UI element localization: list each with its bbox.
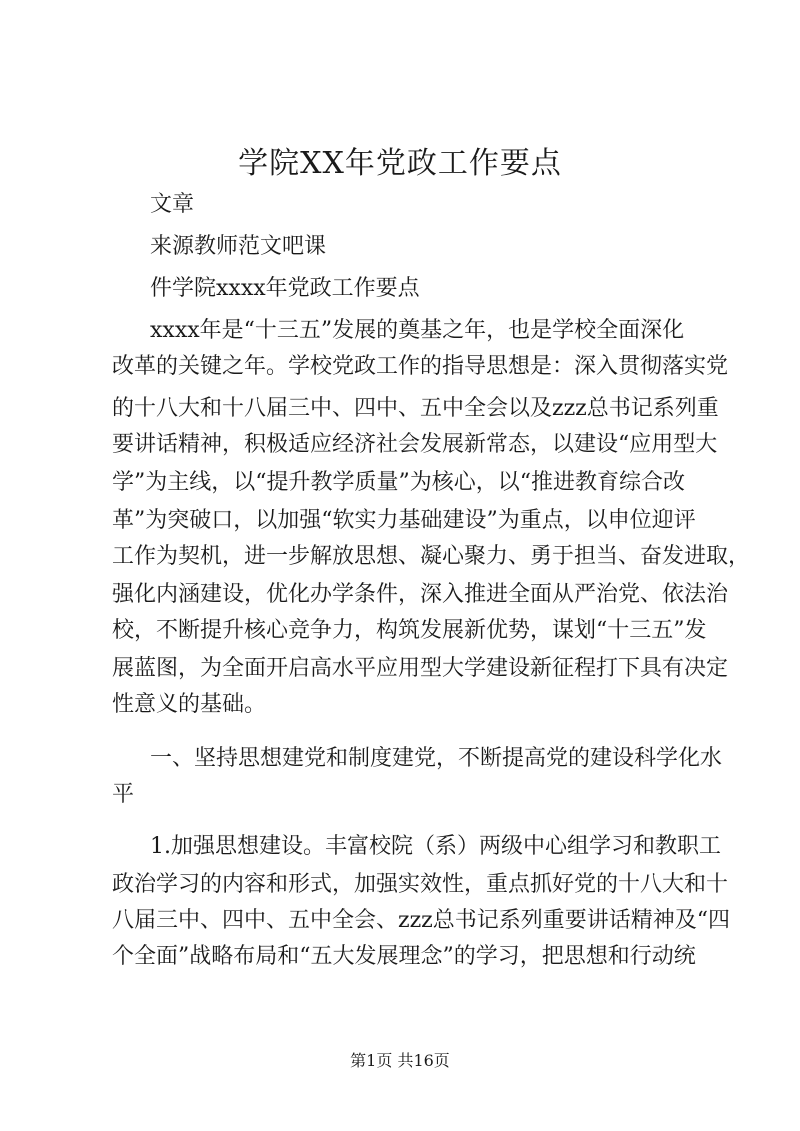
paragraph-line: 个全面”战略布局和“五大发展理念”的学习，把思想和行动统	[112, 944, 696, 969]
section-heading-line: 一、坚持思想建党和制度建党，不断提高党的建设科学化水	[150, 746, 723, 771]
paragraph-line: 的十八大和十八届三中、四中、五中全会以及zzz总书记系列重	[112, 396, 719, 421]
paragraph-line: 性意义的基础。	[112, 692, 267, 717]
paragraph-line: 政治学习的内容和形式，加强实效性，重点抓好党的十八大和十	[112, 872, 729, 897]
paragraph-line: 改革的关键之年。学校党政工作的指导思想是：深入贯彻落实党	[112, 354, 729, 379]
document-title: 学院XX年党政工作要点	[238, 146, 562, 181]
paragraph-line: 八届三中、四中、五中全会、zzz总书记系列重要讲话精神及“四	[112, 908, 731, 933]
paragraph-line: 工作为契机，进一步解放思想、凝心聚力、勇于担当、奋发进取，	[112, 544, 751, 569]
paragraph-line: 革”为突破口，以加强“软实力基础建设”为重点，以申位迎评	[112, 508, 696, 533]
page-footer: 第1页 共16页	[350, 1051, 450, 1070]
paragraph-line: 校，不断提升核心竞争力，构筑发展新优势，谋划“十三五”发	[112, 618, 707, 643]
paragraph-line: 1.加强思想建设。丰富校院（系）两级中心组学习和教职工	[150, 834, 721, 859]
text-line: 文章	[150, 192, 195, 217]
paragraph-line: xxxx年是“十三五”发展的奠基之年，也是学校全面深化	[150, 318, 685, 343]
text-line: 件学院xxxx年党政工作要点	[150, 276, 420, 301]
paragraph-line: 强化内涵建设，优化办学条件，深入推进全面从严治党、依法治	[112, 582, 729, 607]
paragraph-line: 展蓝图，为全面开启高水平应用型大学建设新征程打下具有决定	[112, 656, 729, 681]
text-line: 来源教师范文吧课	[150, 234, 327, 259]
paragraph-line: 要讲话精神，积极适应经济社会发展新常态，以建设“应用型大	[112, 432, 718, 457]
section-heading-line: 平	[112, 782, 135, 807]
paragraph-line: 学”为主线，以“提升教学质量”为核心，以“推进教育综合改	[112, 470, 685, 495]
